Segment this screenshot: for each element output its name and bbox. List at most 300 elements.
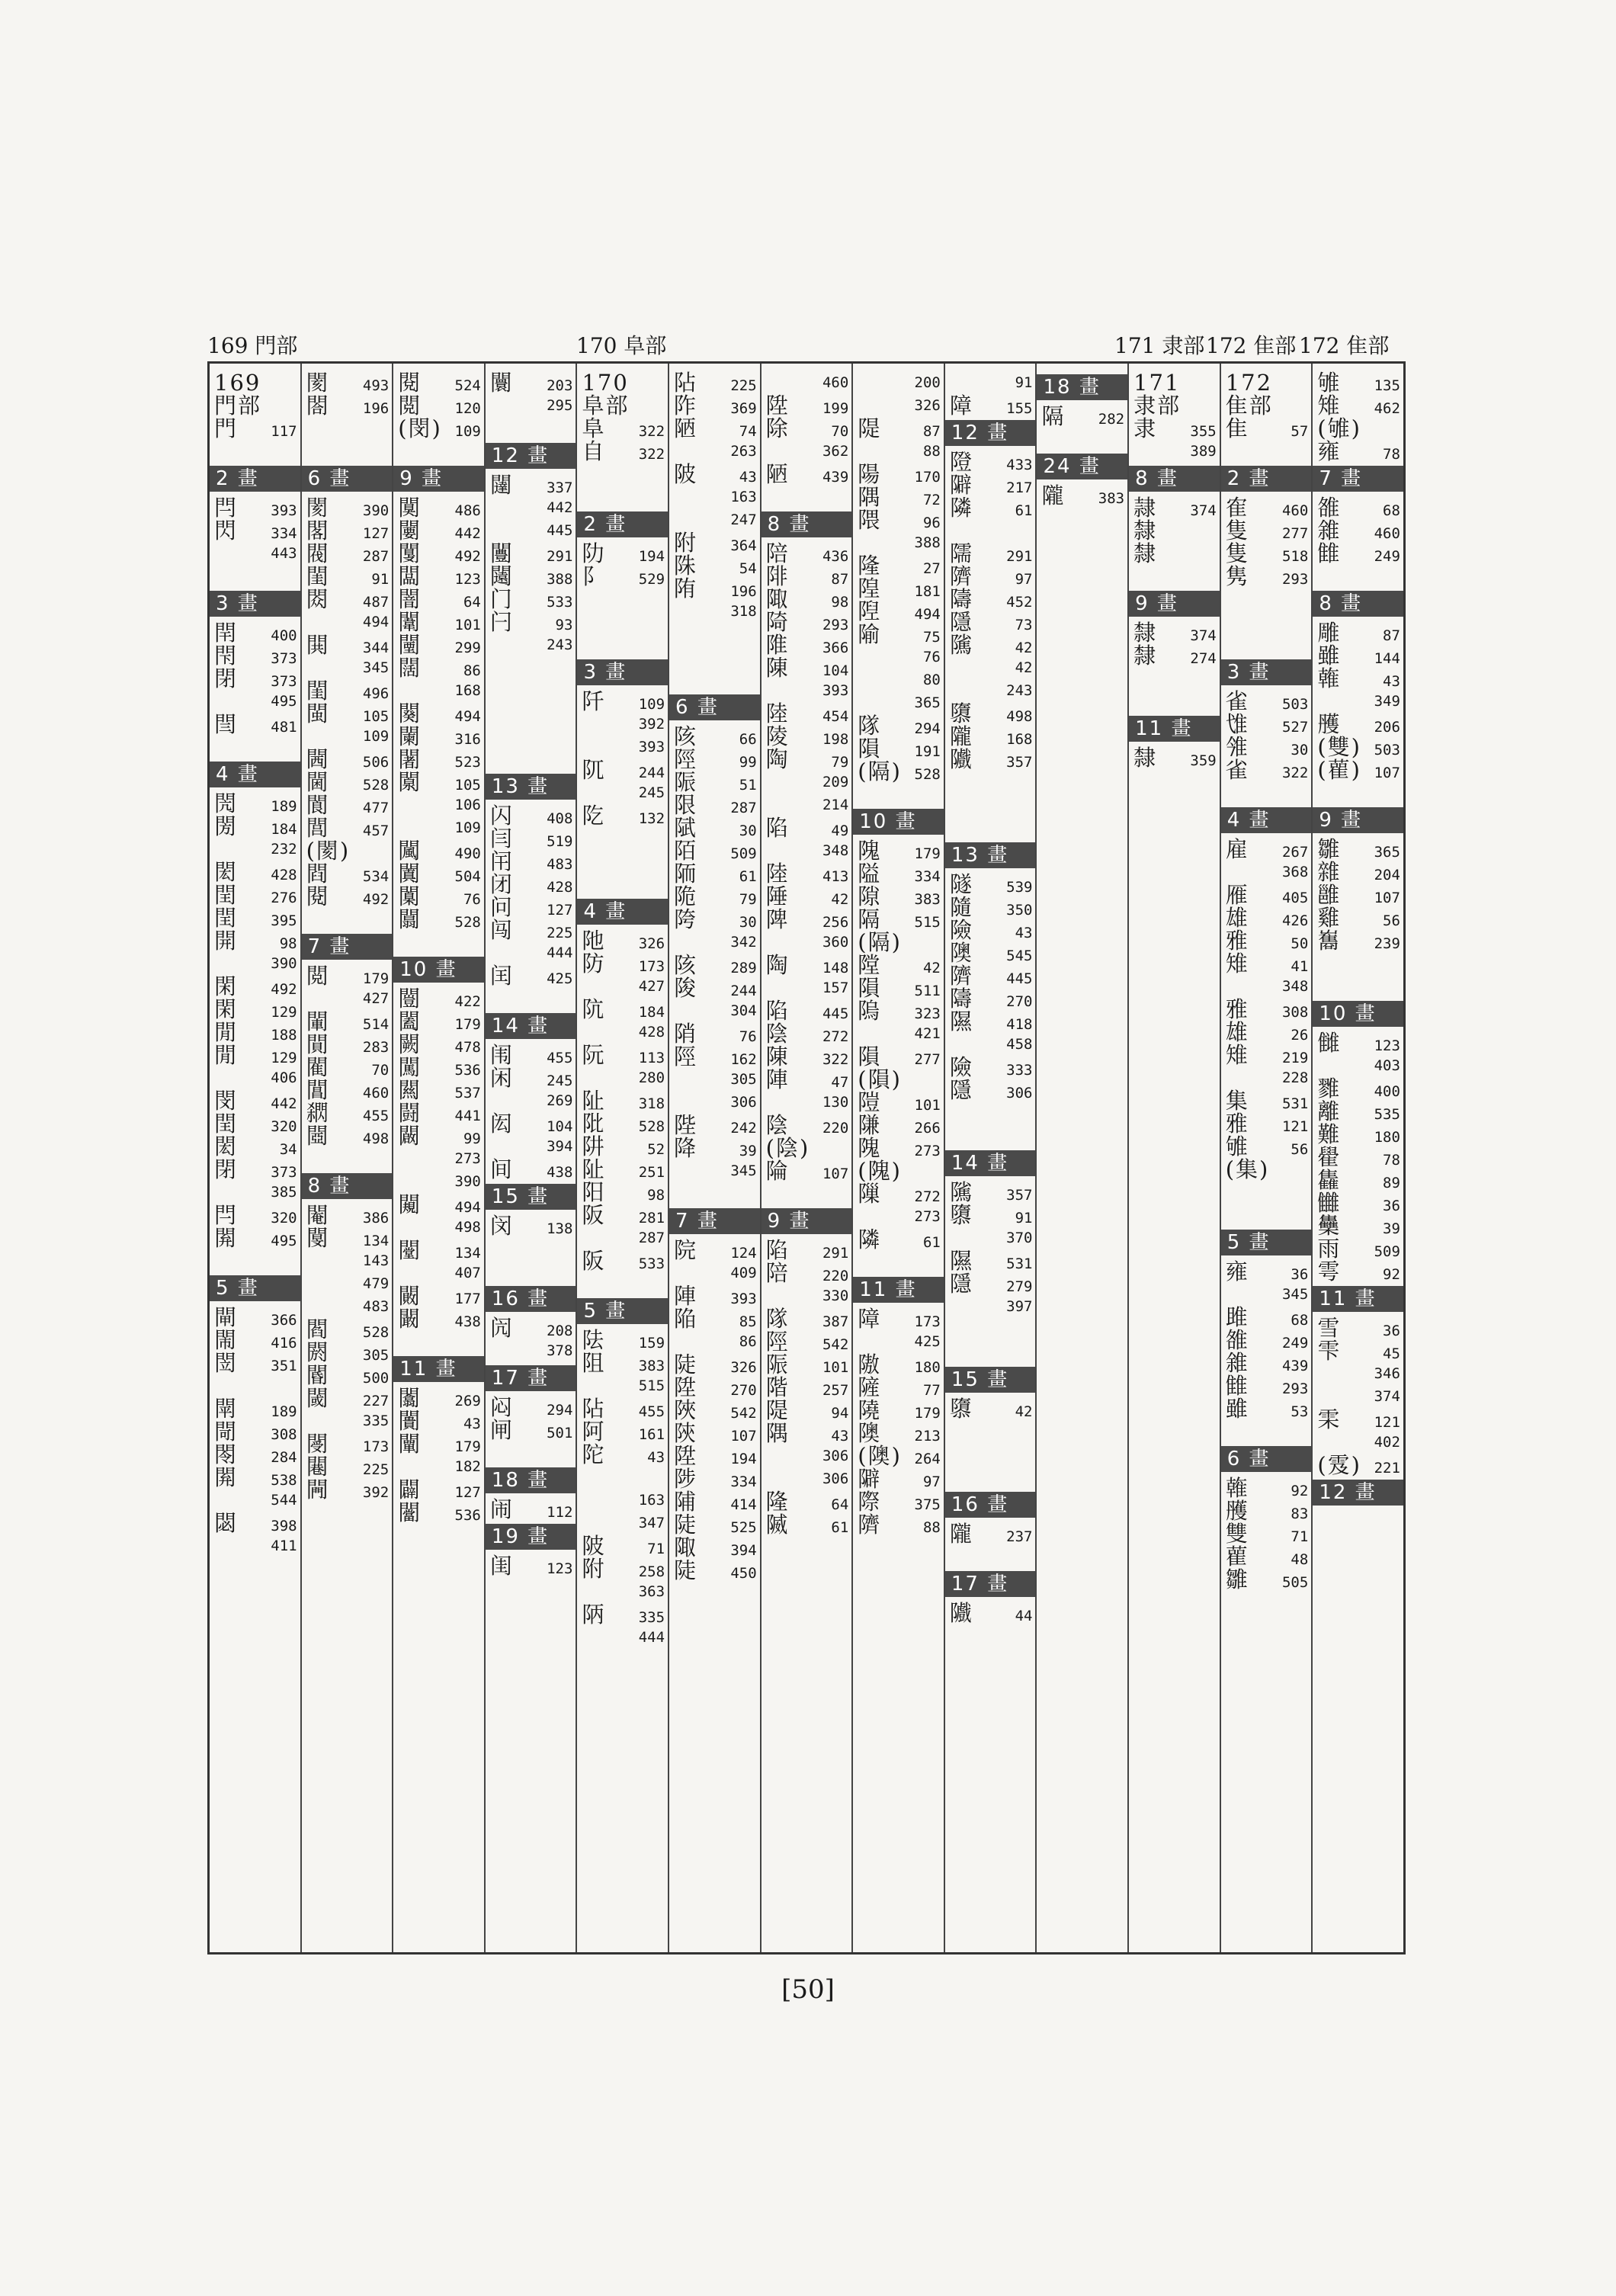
index-entry	[766, 1239, 849, 1262]
entry-character: 阪	[582, 1202, 606, 1228]
entry-character: 陬	[765, 586, 790, 612]
entry-character: 闖	[398, 1054, 422, 1080]
index-entry	[1226, 906, 1309, 929]
index-entry	[950, 987, 1033, 1010]
index-entry	[582, 394, 665, 417]
entry-character: 陮	[765, 632, 790, 658]
entry-page: 79	[831, 754, 849, 771]
index-column	[1313, 364, 1403, 1952]
index-entry	[398, 1216, 481, 1239]
page-header	[207, 329, 1406, 360]
index-entry	[490, 417, 573, 440]
stroke-section-header	[1313, 807, 1403, 833]
entry-character: 阤	[582, 928, 606, 954]
index-entry	[950, 941, 1033, 964]
entry-character: 闁	[306, 1477, 330, 1502]
entry-page: 392	[638, 716, 665, 733]
entry-page: 45	[1383, 1345, 1400, 1362]
entry-page: 78	[1383, 1152, 1400, 1169]
entry-character: 隈	[858, 507, 882, 533]
stroke-section-header	[577, 659, 668, 685]
entry-character: 障	[858, 1306, 882, 1332]
index-entry	[398, 794, 481, 816]
entry-page: 306	[822, 1470, 849, 1487]
index-entry	[582, 1249, 665, 1272]
entry-character: 隰	[949, 1248, 973, 1274]
index-entry	[766, 999, 849, 1022]
stroke-section-header	[1313, 1286, 1403, 1312]
stroke-section-header	[1037, 454, 1127, 479]
index-entry	[582, 1272, 665, 1295]
entry-character: 陔	[674, 952, 698, 978]
entry-character: 闱	[489, 1042, 514, 1068]
entry-page: 528	[454, 914, 481, 931]
entry-character: 阰	[582, 1111, 606, 1137]
index-entry	[306, 725, 390, 748]
entry-page: 294	[547, 1402, 573, 1419]
index-entry	[398, 394, 481, 417]
index-entry	[1317, 1237, 1400, 1260]
stroke-section-header	[486, 774, 576, 800]
header-right-2: 172 隹部	[1206, 333, 1297, 358]
index-entry	[398, 771, 481, 794]
index-column	[945, 364, 1037, 1952]
entry-character: 闟	[398, 1385, 422, 1411]
index-entry	[1226, 440, 1309, 463]
entry-character: 闔	[398, 1009, 422, 1034]
index-entry	[490, 1044, 573, 1066]
entry-character: 隮	[858, 1512, 882, 1538]
index-entry	[1226, 1329, 1309, 1352]
entry-page: 366	[822, 640, 849, 656]
entry-character: 陗	[674, 1021, 698, 1047]
index-entry	[214, 1352, 297, 1374]
entry-character: 闢	[398, 1477, 422, 1502]
entry-character: 陭	[765, 609, 790, 635]
entry-character: 閉	[214, 1156, 239, 1182]
index-entry	[1317, 394, 1400, 417]
entry-character: 隷	[1133, 495, 1158, 521]
entry-page: 537	[454, 1085, 481, 1102]
entry-character: 防	[582, 951, 606, 976]
entry-page: 107	[1374, 890, 1400, 906]
entry-page: 189	[271, 798, 297, 815]
entry-character: 阼	[674, 393, 698, 418]
entry-page: 87	[1383, 627, 1400, 644]
entry-page: 123	[547, 1560, 573, 1577]
entry-character: 陋	[674, 415, 698, 441]
index-entry	[858, 999, 941, 1022]
entry-page: 509	[730, 845, 757, 862]
stroke-section-header	[302, 934, 393, 960]
entry-page: 163	[730, 489, 757, 505]
entry-character: 隦	[949, 472, 973, 498]
stroke-section-header	[1313, 1001, 1403, 1027]
entry-character: 附	[582, 1556, 606, 1582]
index-entry	[674, 1182, 757, 1205]
entry-page: 523	[454, 754, 481, 771]
index-entry	[398, 885, 481, 908]
entry-page: 492	[454, 548, 481, 565]
entry-page: 519	[547, 833, 573, 850]
entry-page: 289	[730, 960, 757, 976]
entry-character: 阣	[582, 803, 606, 829]
entry-page: 213	[914, 1428, 941, 1445]
stroke-section-header	[945, 1492, 1036, 1518]
entry-page: 374	[1190, 502, 1217, 519]
entry-page: 132	[638, 810, 665, 827]
index-entry	[490, 964, 573, 987]
entry-page: 91	[1015, 1210, 1033, 1227]
entry-page: 109	[454, 423, 481, 440]
entry-page: 444	[638, 1629, 665, 1646]
entry-character: 陃	[582, 1602, 606, 1627]
index-entry	[582, 542, 665, 565]
index-entry	[950, 1420, 1033, 1443]
entry-character: 閰	[306, 861, 330, 887]
index-entry	[766, 1307, 849, 1330]
entry-page: 511	[914, 983, 941, 999]
entry-character: 8 畫	[307, 1175, 351, 1198]
index-entry	[214, 1135, 297, 1158]
index-entry	[214, 1466, 297, 1489]
index-entry	[858, 1422, 941, 1445]
entry-character: 隽	[1225, 563, 1249, 589]
entry-page: 386	[362, 1210, 390, 1227]
entry-page: 533	[547, 594, 573, 611]
entry-character: 19 畫	[491, 1525, 550, 1548]
entry-page: 481	[271, 719, 297, 736]
entry-page: 39	[739, 1143, 757, 1159]
entry-character: 闀	[306, 1454, 330, 1480]
index-entry	[766, 1330, 849, 1353]
index-entry	[398, 1262, 481, 1284]
index-table	[207, 361, 1406, 1954]
stroke-section-header	[669, 1208, 760, 1234]
entry-character: 17 畫	[951, 1573, 1009, 1595]
stroke-section-header	[1221, 807, 1312, 833]
index-entry	[490, 1419, 573, 1441]
entry-character: 隆	[765, 1489, 790, 1515]
entry-page: 135	[1374, 377, 1400, 394]
index-entry	[1317, 565, 1400, 588]
entry-page: 538	[271, 1472, 297, 1489]
entry-page: 277	[1281, 525, 1309, 542]
index-entry	[214, 1443, 297, 1466]
entry-page: 220	[822, 1268, 849, 1284]
entry-character: 门	[489, 586, 514, 612]
stroke-section-header	[1313, 466, 1403, 492]
index-entry	[858, 1376, 941, 1399]
entry-character: 闪	[489, 803, 514, 829]
index-entry	[214, 1420, 297, 1443]
entry-page: 73	[1015, 617, 1033, 633]
entry-character: 闳	[489, 1111, 514, 1137]
entry-page: 121	[1374, 1414, 1400, 1431]
index-entry	[1317, 690, 1400, 713]
index-entry	[950, 748, 1033, 771]
entry-character: 雗	[1225, 1475, 1249, 1501]
entry-character: (陰)	[765, 1135, 810, 1161]
index-entry	[950, 496, 1033, 519]
stroke-section-header	[1221, 659, 1312, 685]
entry-page: 427	[638, 978, 665, 995]
index-entry	[306, 1227, 390, 1249]
entry-page: 368	[1281, 864, 1309, 880]
index-entry	[674, 1445, 757, 1467]
entry-page: 93	[555, 617, 573, 633]
entry-page: 436	[822, 548, 849, 565]
entry-page: 406	[271, 1069, 297, 1086]
index-column	[393, 364, 486, 1952]
entry-page: 36	[1291, 1266, 1309, 1283]
index-entry	[1226, 1420, 1309, 1443]
entry-page: 225	[362, 1461, 390, 1478]
entry-page: 393	[822, 682, 849, 699]
index-entry	[950, 588, 1033, 611]
entry-page: 198	[822, 731, 849, 748]
index-entry	[674, 1068, 757, 1091]
entry-page: 279	[1006, 1278, 1033, 1295]
entry-character: 閡	[306, 370, 330, 396]
index-entry	[398, 1307, 481, 1330]
entry-character: 閳	[306, 1009, 330, 1034]
entry-character: 隊	[858, 713, 882, 739]
entry-character: 12 畫	[1319, 1481, 1377, 1504]
index-entry	[398, 725, 481, 748]
index-entry	[674, 1353, 757, 1376]
entry-page: 247	[730, 511, 757, 528]
entry-page: 492	[362, 891, 390, 908]
entry-character: 陙	[674, 769, 698, 795]
stroke-section-header	[1221, 1446, 1312, 1472]
index-entry	[1317, 883, 1400, 906]
index-entry	[582, 781, 665, 804]
index-entry	[1133, 621, 1217, 644]
index-entry	[1226, 1352, 1309, 1374]
entry-character: 闅	[398, 540, 422, 566]
entry-page: 349	[1374, 693, 1400, 710]
entry-character: 開	[214, 928, 239, 954]
entry-page: 97	[922, 1473, 941, 1490]
index-entry	[582, 1329, 665, 1352]
entry-character: 隸	[1133, 620, 1158, 646]
index-entry	[490, 1112, 573, 1135]
index-entry	[766, 748, 849, 771]
index-entry	[674, 794, 757, 816]
index-entry	[398, 1147, 481, 1170]
entry-character: 雉	[1225, 951, 1249, 976]
index-entry	[766, 931, 849, 954]
entry-page: 527	[1281, 719, 1309, 736]
index-entry	[950, 1295, 1033, 1318]
entry-page: 89	[1383, 1175, 1400, 1191]
index-entry	[398, 862, 481, 885]
entry-character: 闊	[398, 655, 422, 681]
entry-page: 64	[463, 594, 481, 611]
entry-character: 隳	[949, 701, 973, 726]
entry-page: 373	[271, 673, 297, 690]
entry-character: 閭	[306, 815, 330, 841]
index-entry	[858, 760, 941, 783]
entry-character: 陛	[674, 1112, 698, 1138]
stroke-section-header	[1221, 1230, 1312, 1255]
entry-page: 454	[822, 708, 849, 725]
index-entry	[858, 885, 941, 908]
index-entry	[674, 1022, 757, 1045]
index-entry	[674, 1045, 757, 1068]
entry-page: 428	[271, 867, 297, 883]
index-entry	[214, 906, 297, 929]
entry-page: 179	[914, 1405, 941, 1422]
entry-page: 318	[638, 1095, 665, 1112]
index-entry	[490, 542, 573, 565]
entry-page: 127	[547, 902, 573, 919]
entry-character: 陪	[765, 1260, 790, 1286]
entry-page: 348	[1281, 978, 1309, 995]
entry-page: 535	[1374, 1106, 1400, 1123]
index-entry	[950, 1181, 1033, 1204]
index-entry	[490, 496, 573, 519]
index-entry	[582, 713, 665, 736]
entry-character: 院	[674, 1237, 698, 1263]
entry-character: 闌	[398, 723, 422, 749]
index-entry	[582, 1534, 665, 1557]
index-entry	[766, 542, 849, 565]
header-right-1: 171 隶部	[1114, 333, 1205, 358]
index-entry	[1317, 371, 1400, 394]
entry-character: 隴	[949, 1521, 973, 1547]
index-entry	[950, 794, 1033, 816]
index-entry	[306, 1455, 390, 1478]
entry-page: 308	[1281, 1004, 1309, 1021]
entry-character: 陔	[674, 723, 698, 749]
entry-character: 5 畫	[583, 1300, 627, 1323]
entry-character: 雛	[1317, 836, 1342, 862]
index-entry	[306, 679, 390, 702]
entry-page: 383	[1098, 490, 1125, 507]
entry-character: 闘	[398, 1100, 422, 1126]
entry-page: 109	[454, 819, 481, 836]
index-entry	[306, 656, 390, 679]
entry-page: 320	[271, 1210, 297, 1227]
entry-character: 闃	[398, 495, 422, 521]
entry-character: 隶部	[1133, 393, 1182, 418]
index-column	[853, 364, 945, 1952]
entry-page: 54	[739, 560, 757, 577]
entry-character: 阢	[582, 757, 606, 783]
entry-page: 36	[1383, 1198, 1400, 1214]
index-entry	[674, 1330, 757, 1353]
index-entry	[674, 600, 757, 623]
index-entry	[582, 611, 665, 633]
index-entry	[214, 1204, 297, 1227]
entry-character: 閧	[306, 632, 330, 658]
index-entry	[582, 1603, 665, 1626]
entry-page: 460	[362, 1085, 390, 1102]
index-entry	[306, 1432, 390, 1455]
entry-character: 自	[582, 438, 606, 464]
entry-page: 179	[914, 845, 941, 862]
entry-character: 閷	[306, 1100, 330, 1126]
index-entry	[582, 1512, 665, 1534]
entry-page: 266	[914, 1120, 941, 1137]
index-entry	[398, 679, 481, 702]
entry-character: 2 畫	[583, 513, 627, 536]
index-entry	[950, 1443, 1033, 1466]
entry-character: 隕	[858, 1044, 882, 1069]
entry-character: 7 畫	[1319, 467, 1363, 490]
index-entry	[1041, 428, 1124, 451]
entry-page: 251	[638, 1164, 665, 1181]
index-entry	[858, 714, 941, 737]
entry-character: 隕	[858, 736, 882, 762]
entry-page: 200	[914, 374, 941, 391]
index-entry	[1226, 1477, 1309, 1499]
entry-page: 492	[271, 981, 297, 998]
entry-page: 249	[1374, 548, 1400, 565]
index-entry	[1226, 690, 1309, 713]
index-entry	[950, 656, 1033, 679]
entry-character: 阯	[582, 1156, 606, 1182]
entry-character: 雍	[1317, 438, 1342, 464]
entry-character: 閞	[214, 1464, 239, 1490]
entry-character: 集	[1225, 1088, 1249, 1114]
index-entry	[1317, 644, 1400, 667]
entry-character: 雛	[1225, 1566, 1249, 1592]
index-entry	[766, 486, 849, 508]
stroke-section-header	[1313, 591, 1403, 617]
entry-page: 52	[647, 1141, 665, 1158]
entry-page: 239	[1374, 935, 1400, 952]
index-entry	[582, 1066, 665, 1089]
entry-page: 495	[271, 1233, 297, 1249]
index-entry	[306, 1010, 390, 1033]
index-entry	[306, 748, 390, 771]
stroke-section-header	[302, 1173, 393, 1199]
entry-page: 498	[362, 1130, 390, 1147]
index-entry	[1317, 975, 1400, 998]
entry-page: 393	[271, 502, 297, 519]
entry-page: 528	[638, 1118, 665, 1135]
index-entry	[1317, 1169, 1400, 1191]
entry-character: 8 畫	[1135, 467, 1178, 490]
entry-page: 514	[362, 1016, 390, 1033]
entry-page: 232	[271, 841, 297, 858]
entry-character: 閼	[306, 1339, 330, 1365]
entry-character: 170	[582, 370, 629, 396]
entry-character: 閣	[306, 518, 330, 544]
index-entry	[766, 908, 849, 931]
index-entry	[582, 758, 665, 781]
index-entry	[214, 1306, 297, 1329]
entry-character: 險	[949, 917, 973, 943]
entry-character: 18 畫	[491, 1469, 550, 1492]
index-entry	[858, 1091, 941, 1114]
index-entry	[1133, 417, 1217, 440]
index-entry	[858, 1307, 941, 1330]
entry-page: 355	[1190, 423, 1217, 440]
entry-character: 闚	[398, 1191, 422, 1217]
entry-page: 109	[362, 728, 390, 745]
entry-page: 345	[730, 1162, 757, 1179]
entry-character: 閬	[306, 792, 330, 818]
entry-page: 249	[1281, 1335, 1309, 1352]
entry-page: 442	[271, 1095, 297, 1112]
index-entry	[674, 748, 757, 771]
index-column	[1129, 364, 1221, 1952]
entry-character: 閶	[306, 1077, 330, 1103]
